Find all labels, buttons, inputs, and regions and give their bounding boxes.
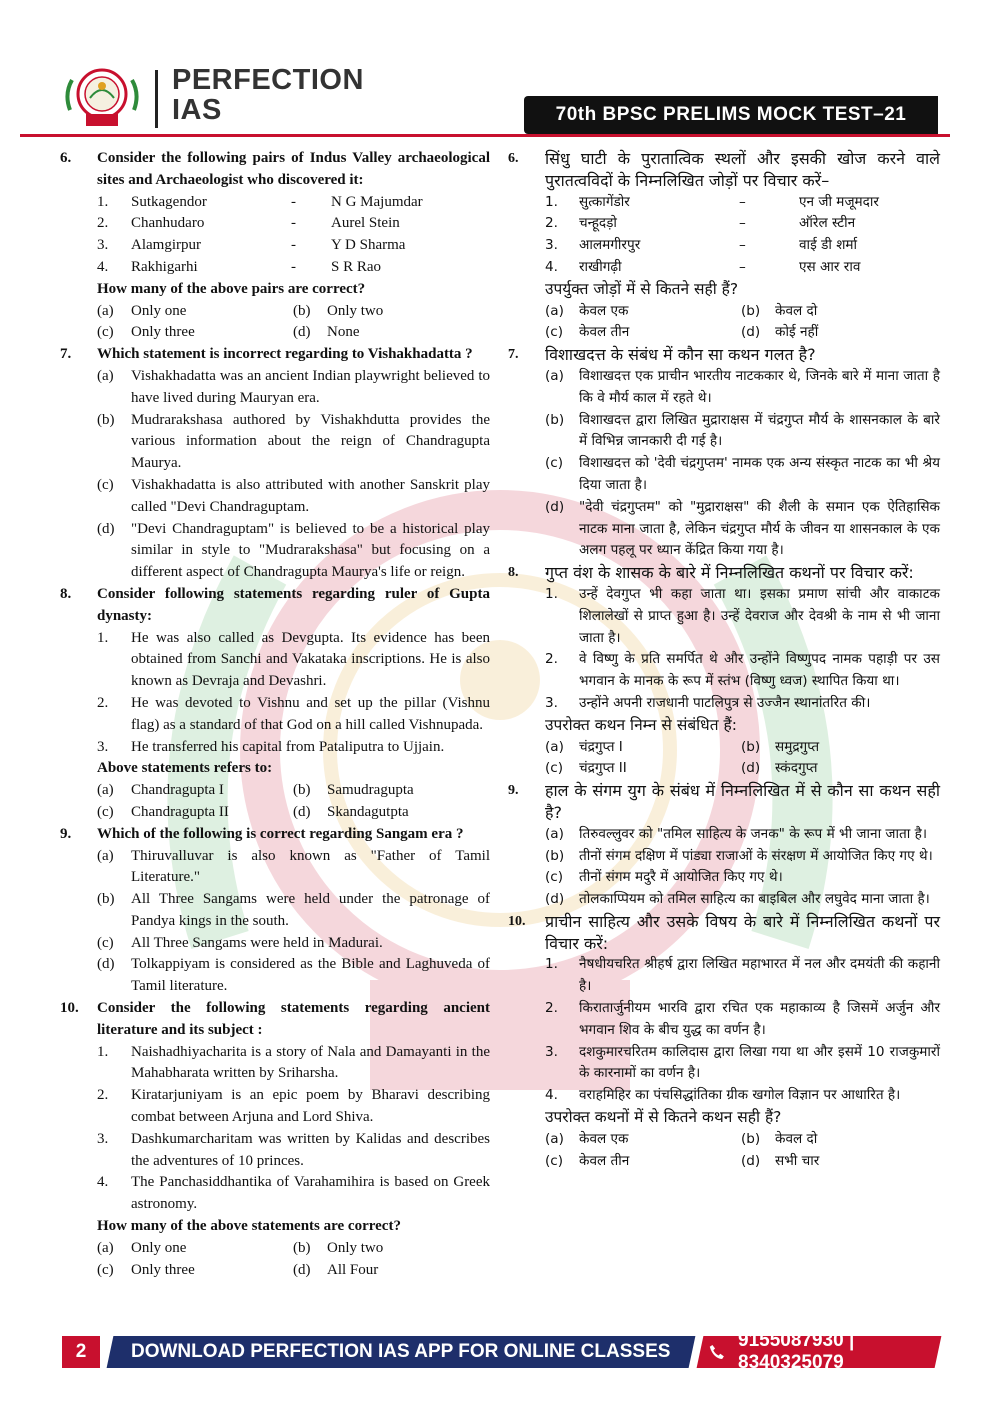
text-cell: वाई डी शर्मा xyxy=(799,237,858,254)
text-cell: (b) xyxy=(97,891,115,908)
pair-row xyxy=(545,213,940,235)
text-cell: 2. xyxy=(97,694,109,711)
text-cell: 3. xyxy=(545,237,558,254)
option-item xyxy=(545,867,940,889)
question-7 xyxy=(60,344,490,584)
statement-item xyxy=(97,1042,490,1086)
statement-item xyxy=(97,1172,490,1216)
text-cell: (d) xyxy=(293,803,311,820)
text-cell: (d) xyxy=(741,760,761,777)
question-text: Consider the following statements regarding ancient literature and its subject : xyxy=(97,1000,490,1038)
statement-item xyxy=(545,954,940,998)
text-cell: (d) xyxy=(97,520,115,537)
question-prompt: How many of the above pairs are correct? xyxy=(97,280,366,297)
text-cell: He transferred his capital from Pataliputra to Ujjain. xyxy=(131,738,445,755)
text-cell: (b) xyxy=(741,1130,761,1147)
question-prompt: उपरोक्त कथनों में से कितने कथन सही हैं? xyxy=(545,1108,782,1127)
question-text: विशाखदत्त के संबंध में कौन सा कथन गलत है? xyxy=(545,345,816,365)
text-cell: तीनों संगम मदुरै में आयोजित किए गए थे। xyxy=(579,869,783,886)
statement-item xyxy=(545,649,940,693)
question-6 xyxy=(60,148,490,344)
question-number: 7. xyxy=(508,347,519,363)
brand-name: PERFECTION xyxy=(172,64,364,96)
text-cell: 2. xyxy=(97,1087,109,1104)
text-cell: 3. xyxy=(97,237,109,254)
question-text: हाल के संगम युग के संबंध में निम्नलिखित में से कौन सा कथन सही है? xyxy=(545,781,940,822)
text-cell: (b) xyxy=(545,847,565,864)
question-number: 9. xyxy=(60,825,72,842)
question-9 xyxy=(60,824,490,998)
text-cell: केवल दो xyxy=(775,1130,818,1147)
text-cell: ऑरेल स्टीन xyxy=(799,215,856,232)
question-number: 10. xyxy=(508,913,526,929)
hindi-column xyxy=(508,148,940,1172)
text-cell: Only one xyxy=(131,1239,187,1256)
question-text: Consider following statements regarding ruler of Gupta dynasty: xyxy=(97,585,490,624)
text-cell: 1. xyxy=(545,956,558,973)
text-cell: आलमगीरपुर xyxy=(579,237,641,254)
text-cell: सभी चार xyxy=(775,1152,820,1169)
text-cell: तिरुवल्लुवर को "तमिल साहित्य के जनक" के रूप में भी जाना जाता है। xyxy=(579,825,927,842)
option-row xyxy=(97,1260,490,1282)
text-cell: नैषधीयचरित श्रीहर्ष द्वारा लिखित महाभारत में नल और दमयंती की कहानी है। xyxy=(579,956,940,995)
text-cell: उन्हें देवगुप्त भी कहा जाता था। इसका प्रमाण सांची और वाकाटक शिलालेखों से प्राप्त हुआ है। उन्हें देवराज और देवश्री के नाम से भी जाना जाता है। xyxy=(579,585,940,646)
question-number: 8. xyxy=(508,565,519,581)
text-cell: - xyxy=(291,237,296,254)
text-cell: 3. xyxy=(97,1130,109,1147)
test-title-banner: 70th BPSC PRELIMS MOCK TEST–21 xyxy=(524,96,938,134)
text-cell: चंद्रगुप्त I xyxy=(579,738,623,755)
text-cell: उन्होंने अपनी राजधानी पाटलिपुत्र से उज्जैन स्थानांतरित की। xyxy=(579,694,871,711)
question-text: सिंधु घाटी के पुरातात्विक स्थलों और इसकी खोज करने वाले पुरातत्वविदों के निम्नलिखित जोड़ों पर विचार करें– xyxy=(545,149,940,190)
text-cell: कोई नहीं xyxy=(775,324,819,341)
option-row xyxy=(545,758,940,780)
question-8 xyxy=(60,584,490,824)
text-cell: चंद्रगुप्त II xyxy=(579,760,627,777)
text-cell: (c) xyxy=(97,1261,114,1278)
question-text: गुप्त वंश के शासक के बारे में निम्नलिखित कथनों पर विचार करें: xyxy=(545,563,914,583)
text-cell: (c) xyxy=(97,476,114,493)
option-row xyxy=(97,1238,490,1260)
text-cell: Thiruvalluvar is also known as "Father of Tamil Literature." xyxy=(131,847,490,886)
text-cell: एन जी मजूमदार xyxy=(799,193,879,210)
download-app-banner[interactable] xyxy=(107,1336,696,1368)
brand-subname: IAS xyxy=(172,94,222,126)
phone-numbers: 9155087930 | 8340325079 xyxy=(737,1330,854,1373)
text-cell: Vishakhadatta was an ancient Indian playwright believed to have lived during Mauryan era. xyxy=(131,367,490,406)
statement-item xyxy=(97,1129,490,1173)
text-cell: समुद्रगुप्त xyxy=(775,738,820,755)
text-cell: (d) xyxy=(97,956,115,973)
text-cell: विशाखदत्त एक प्राचीन भारतीय नाटककार थे, जिनके बारे में माना जाता है कि वे मौर्य काल में रहते थे। xyxy=(579,367,940,406)
text-cell: Chandragupta I xyxy=(131,782,224,799)
question-prompt: उपर्युक्त जोड़ों में से कितने सही हैं? xyxy=(545,279,739,298)
text-cell: (b) xyxy=(293,302,311,319)
text-cell: (a) xyxy=(545,302,564,319)
statement-item xyxy=(545,693,940,715)
text-cell: 2. xyxy=(545,1000,558,1017)
text-cell: 3. xyxy=(545,1043,558,1060)
question-number: 10. xyxy=(60,1000,79,1017)
text-cell: – xyxy=(739,237,746,254)
text-cell: 1. xyxy=(97,1043,109,1060)
text-cell: (c) xyxy=(97,934,114,951)
text-cell: Kiratarjuniyam is an epic poem by Bharavi describing combat between Arjuna and Lord Shiva. xyxy=(131,1087,490,1126)
option-item xyxy=(545,846,940,868)
option-item xyxy=(97,889,490,933)
text-cell: (b) xyxy=(741,738,761,755)
option-item xyxy=(97,366,490,410)
question-text: Which statement is incorrect regarding to Vishakhadatta ? xyxy=(97,346,473,363)
text-cell: (d) xyxy=(293,1261,311,1278)
statement-item xyxy=(97,737,490,759)
text-cell: "Devi Chandraguptam" is believed to be a historical play similar in style to "Mudrarakshasa" but focusing on a different aspect of Chandragupta Maurya's life or reign. xyxy=(131,520,490,581)
text-cell: Tolkappiyam is considered as the Bible and Laghuveda of Tamil literature. xyxy=(131,956,490,995)
text-cell: 1. xyxy=(545,585,558,602)
text-cell: The Panchasiddhantika of Varahamihira is based on Greek astronomy. xyxy=(131,1174,490,1213)
text-cell: स्कंदगुप्त xyxy=(775,760,818,777)
text-cell: Mudrarakshasa authored by Vishakhdutta provides the various information about the reign of Chandragupta Maurya. xyxy=(131,411,490,472)
text-cell: 2. xyxy=(545,215,558,232)
text-cell: Skandagutpta xyxy=(327,803,409,820)
pair-row xyxy=(97,192,490,214)
statement-item xyxy=(97,1085,490,1129)
text-cell: Only three xyxy=(131,1261,195,1278)
text-cell: (a) xyxy=(545,1130,564,1147)
text-cell: 2. xyxy=(97,215,109,232)
english-column xyxy=(60,148,490,1281)
contact-phone-banner xyxy=(697,1330,942,1373)
option-item xyxy=(545,497,940,562)
option-item xyxy=(97,519,490,584)
text-cell: Only two xyxy=(327,302,384,319)
text-cell: (a) xyxy=(545,367,564,384)
text-cell: (c) xyxy=(545,760,564,777)
text-cell: (a) xyxy=(545,825,564,842)
option-row xyxy=(97,322,490,344)
page-footer xyxy=(62,1330,938,1373)
text-cell: N G Majumdar xyxy=(331,193,423,210)
question-9-hindi xyxy=(508,780,940,911)
text-cell: एस आर राव xyxy=(799,258,861,275)
option-item xyxy=(545,453,940,497)
text-cell: 4. xyxy=(545,1087,558,1104)
option-item xyxy=(545,824,940,846)
text-cell: चन्हूदड़ो xyxy=(579,215,617,232)
option-row xyxy=(545,1151,940,1173)
text-cell: (c) xyxy=(545,1152,564,1169)
header-rule xyxy=(20,134,950,137)
text-cell: Y D Sharma xyxy=(331,237,406,254)
text-cell: Dashkumarcharitam was written by Kalidas and describes the adventures of 10 princes. xyxy=(131,1130,490,1169)
text-cell: (c) xyxy=(97,324,114,341)
text-cell: All Three Sangams were held in Madurai. xyxy=(131,934,383,951)
text-cell: Rakhigarhi xyxy=(131,258,198,275)
text-cell: Only one xyxy=(131,302,187,319)
text-cell: Only two xyxy=(327,1239,384,1256)
text-cell: – xyxy=(739,193,746,210)
statement-item xyxy=(545,584,940,649)
text-cell: He was devoted to Vishnu and set up the pillar (Vishnu flag) as a standard of that God on a hill called Vishnupada. xyxy=(131,694,490,733)
text-cell: (d) xyxy=(545,498,565,515)
option-row xyxy=(97,780,490,802)
statement-item xyxy=(97,693,490,737)
text-cell: (a) xyxy=(97,782,114,799)
text-cell: (c) xyxy=(545,455,564,472)
text-cell: (b) xyxy=(97,411,115,428)
text-cell: 1. xyxy=(97,193,109,210)
statement-item xyxy=(545,1042,940,1086)
question-text: प्राचीन साहित्य और उसके विषय के बारे में निम्नलिखित कथनों पर विचार करें: xyxy=(545,911,940,953)
pair-row xyxy=(97,235,490,257)
header-divider xyxy=(155,70,158,128)
text-cell: Vishakhadatta is also attributed with another Sanskrit play called "Devi Chandraguptam. xyxy=(131,476,490,515)
question-10-hindi xyxy=(508,911,940,1173)
question-number: 6. xyxy=(60,150,72,166)
text-cell: 1. xyxy=(545,193,558,210)
text-cell: (a) xyxy=(97,367,114,384)
text-cell: विशाखदत्त द्वारा लिखित मुद्राराक्षस में चंद्रगुप्त मौर्य के शासनकाल के बारे में विभिन्न जानकारी दी गई है। xyxy=(579,411,940,450)
text-cell: केवल दो xyxy=(775,302,818,319)
question-number: 9. xyxy=(508,783,519,799)
option-item xyxy=(545,889,940,911)
option-item xyxy=(97,933,490,955)
download-banner-text: DOWNLOAD PERFECTION IAS APP FOR ONLINE CLASSES xyxy=(131,1341,671,1362)
option-row xyxy=(97,802,490,824)
option-row xyxy=(545,1129,940,1151)
text-cell: 2. xyxy=(545,651,558,668)
text-cell: तीनों संगम दक्षिण में पांड्या राजाओं के संरक्षण में आयोजित किए गए थे। xyxy=(579,847,933,864)
text-cell: 4. xyxy=(97,1174,109,1191)
text-cell: (b) xyxy=(741,302,761,319)
text-cell: (d) xyxy=(741,324,761,341)
option-item xyxy=(97,475,490,519)
text-cell: 3. xyxy=(97,738,109,755)
text-cell: (d) xyxy=(741,1152,761,1169)
question-number: 8. xyxy=(60,585,72,602)
text-cell: सुत्कागेंडोर xyxy=(579,193,630,210)
pair-row xyxy=(97,213,490,235)
text-cell: (a) xyxy=(97,847,114,864)
text-cell: Sutkagendor xyxy=(131,193,207,210)
perfection-ias-logo xyxy=(62,64,142,130)
statement-item xyxy=(545,998,940,1042)
text-cell: (b) xyxy=(545,411,565,428)
text-cell: Chandragupta II xyxy=(131,803,229,820)
text-cell: (b) xyxy=(293,1239,311,1256)
text-cell: (c) xyxy=(97,803,114,820)
pair-row xyxy=(545,192,940,214)
text-cell: 4. xyxy=(545,258,558,275)
statement-item xyxy=(545,1085,940,1107)
question-text: Consider the following pairs of Indus Valley archaeological sites and Archaeologist who discovered it: xyxy=(97,150,490,188)
phone-icon xyxy=(708,1342,726,1362)
text-cell: "देवी चंद्रगुप्तम" को "मुद्राराक्षस" की शैली के समान एक ऐतिहासिक नाटक माना जाता है, लेकिन चंद्रगुप्त मौर्य के जीवन या शासनकाल के एक अलग पहलू पर ध्यान केंद्रित किया गया है। xyxy=(579,498,940,559)
text-cell: Naishadhiyacharita is a story of Nala and Damayanti in the Mahabharata written by Sriharsha. xyxy=(131,1043,490,1082)
text-cell: 1. xyxy=(97,629,109,646)
text-cell: None xyxy=(327,324,360,341)
text-cell: Aurel Stein xyxy=(331,215,400,232)
page-number: 2 xyxy=(62,1336,100,1368)
question-7-hindi xyxy=(508,344,940,562)
text-cell: Samudragupta xyxy=(327,782,414,799)
text-cell: केवल एक xyxy=(579,1130,629,1147)
question-prompt: उपरोक्त कथन निम्न से संबंधित हैं: xyxy=(545,715,737,734)
text-cell: – xyxy=(739,215,746,232)
text-cell: (a) xyxy=(545,738,564,755)
text-cell: (c) xyxy=(545,869,564,886)
text-cell: 3. xyxy=(545,694,558,711)
question-number: 6. xyxy=(508,151,519,166)
option-item xyxy=(97,410,490,475)
text-cell: वे विष्णु के प्रति समर्पित थे और उन्होंने विष्णुपद नामक पहाड़ी पर उस भगवान के मानक के रूप में स्तंभ (विष्णु ध्वज) स्थापित किया था। xyxy=(579,651,940,690)
question-number: 7. xyxy=(60,346,72,363)
text-cell: Only three xyxy=(131,324,195,341)
pair-row xyxy=(97,257,490,279)
text-cell: (d) xyxy=(293,324,311,341)
text-cell: All Four xyxy=(327,1261,379,1278)
option-item xyxy=(97,954,490,998)
statement-item xyxy=(97,628,490,693)
question-prompt: How many of the above statements are correct? xyxy=(97,1218,401,1235)
text-cell: – xyxy=(739,258,746,275)
question-10 xyxy=(60,998,490,1281)
text-cell: (b) xyxy=(293,782,311,799)
question-8-hindi xyxy=(508,562,940,780)
text-cell: केवल तीन xyxy=(579,324,630,341)
text-cell: राखीगढ़ी xyxy=(579,258,622,275)
text-cell: वराहमिहिर का पंचसिद्धांतिका ग्रीक खगोल विज्ञान पर आधारित है। xyxy=(579,1087,901,1104)
option-row xyxy=(545,737,940,759)
text-cell: He was also called as Devgupta. Its evidence has been obtained from Sanchi and Vakataka inscriptions. He is also known as Devraja and Devashri. xyxy=(131,629,490,690)
option-item xyxy=(545,410,940,454)
option-row xyxy=(545,322,940,344)
text-cell: (a) xyxy=(97,302,114,319)
text-cell: All Three Sangams were held under the patronage of Pandya kings in the south. xyxy=(131,891,490,929)
pair-row xyxy=(545,257,940,279)
question-prompt: Above statements refers to: xyxy=(97,760,273,777)
question-6-hindi xyxy=(508,148,940,344)
pairs-list xyxy=(97,192,490,279)
text-cell: Alamgirpur xyxy=(131,237,201,254)
text-cell: केवल एक xyxy=(579,302,629,319)
text-cell: विशाखदत्त को 'देवी चंद्रगुप्तम' नामक एक अन्य संस्कृत नाटक का भी श्रेय दिया जाता है। xyxy=(579,455,940,493)
text-cell: 4. xyxy=(97,258,109,275)
text-cell: किरातार्जुनीयम भारवि द्वारा रचित एक महाकाव्य है जिसमें अर्जुन और भगवान शिव के बीच युद्ध का वर्णन है। xyxy=(579,1000,940,1038)
option-item xyxy=(97,846,490,890)
text-cell: - xyxy=(291,215,296,232)
text-cell: तोलकाप्पियम को तमिल साहित्य का बाइबिल और लघुवेद माना जाता है। xyxy=(579,891,930,908)
text-cell: - xyxy=(291,258,296,275)
pair-row xyxy=(545,235,940,257)
text-cell: (c) xyxy=(545,324,564,341)
text-cell: दशकुमारचरितम कालिदास द्वारा लिखा गया था और इसमें 10 राजकुमारों के कारनामों का वर्णन है। xyxy=(579,1043,940,1082)
text-cell: S R Rao xyxy=(331,258,382,275)
option-item xyxy=(545,366,940,410)
option-row xyxy=(97,301,490,323)
text-cell: - xyxy=(291,193,296,210)
text-cell: Chanhudaro xyxy=(131,215,205,232)
text-cell: (d) xyxy=(545,891,565,908)
page-header xyxy=(0,0,996,140)
question-text: Which of the following is correct regarding Sangam era ? xyxy=(97,825,464,842)
text-cell: (a) xyxy=(97,1239,114,1256)
text-cell: केवल तीन xyxy=(579,1152,630,1169)
option-row xyxy=(545,301,940,323)
